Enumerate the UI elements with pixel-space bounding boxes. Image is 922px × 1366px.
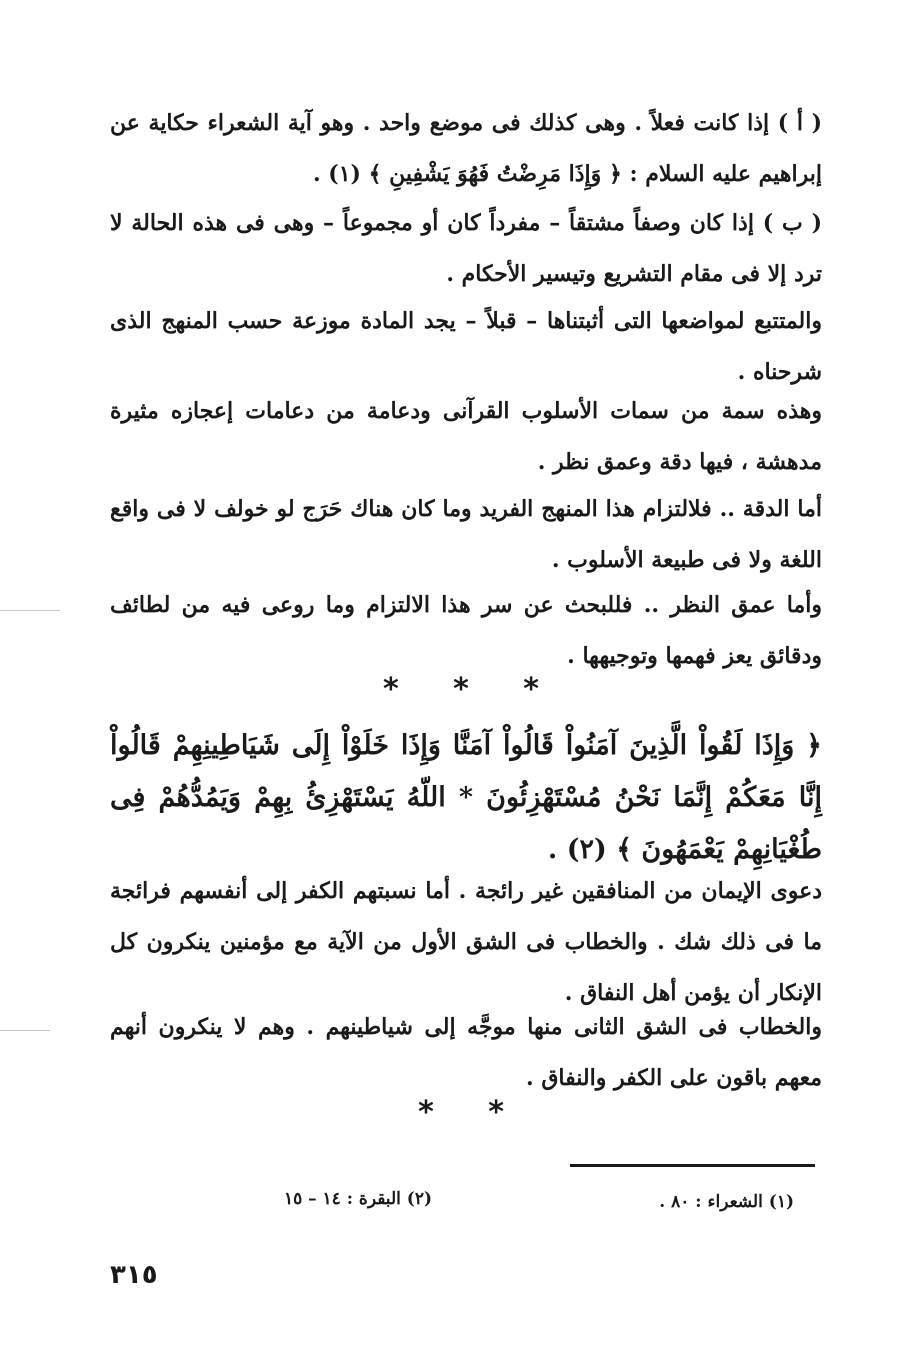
footnote-1: (١) الشعراء : ٨٠ . xyxy=(659,1192,794,1212)
paragraph-6: وأما عمق النظر .. فللبحث عن سر هذا الالتزام وما روعى فيه من لطائف ودقائق يعز فهمها وتوجيهها . xyxy=(110,592,822,669)
paragraph-7: دعوى الإيمان من المنافقين غير رائجة . أما نسبتهم الكفر إلى أنفسهم فرائجة ما فى ذلك شك . والخطاب فى الشق الأول من الآية مع مؤمنين ينكرون كل الإنكار أن يؤمن أهل النفاق . xyxy=(110,878,822,1006)
quran-verse: ﴿ وَإِذَا لَقُواْ الَّذِينَ آمَنُواْ قَالُواْ آمَنَّا وَإِذَا خَلَوْاْ إِلَى شَيَاطِينِهِمْ قَالُواْ إِنَّا مَعَكُمْ إِنَّمَا نَحْنُ مُسْتَهْزِئُونَ * اللّهُ يَسْتَهْزِئُ بِهِمْ وَيَمُدُّهُمْ فِى طُغْيَانِهِمْ يَعْمَهُونَ ﴾ (٢) . xyxy=(110,730,822,865)
paragraph-2: ( ب ) إذا كان وصفاً مشتقاً – مفرداً كان أو مجموعاً – وهى فى هذه الحالة لا ترد إلا فى مقام التشريع وتيسير الأحكام . xyxy=(110,210,822,287)
page-number: ٣١٥ xyxy=(110,1260,158,1290)
paragraph-5: أما الدقة .. فلالتزام هذا المنهج الفريد وما كان هناك حَرَج لو خولف لا فى واقع اللغة ولا فى طبيعة الأسلوب . xyxy=(110,496,822,573)
paragraph-3: والمتتبع لمواضعها التى أثبتناها – قبلاً – يجد المادة موزعة حسب المنهج الذى شرحناه . xyxy=(110,308,822,385)
paragraph-8: والخطاب فى الشق الثانى منها موجَّه إلى شياطينهم . وهم لا ينكرون أنهم معهم باقون على الكفر والنفاق . xyxy=(110,1014,822,1091)
scan-edge-mark xyxy=(0,610,60,611)
footnote-divider xyxy=(570,1164,815,1167)
paragraph-1: ( أ ) إذا كانت فعلاً . وهى كذلك فى موضع واحد . وهو آية الشعراء حكاية عن إبراهيم عليه السلام : ﴿ وَإِذَا مَرِضْتُ فَهُوَ يَشْفِينِ ﴾ (١) . xyxy=(110,110,822,187)
scan-edge-mark xyxy=(0,1030,50,1031)
footnote-2: (٢) البقرة : ١٤ – ١٥ xyxy=(283,1189,432,1209)
paragraph-4: وهذه سمة من سمات الأسلوب القرآنى ودعامة من دعامات إعجازه مثيرة مدهشة ، فيها دقة وعمق نظر . xyxy=(110,398,822,475)
section-separator-2: * * xyxy=(418,1095,504,1130)
section-separator: * * * xyxy=(383,672,539,707)
